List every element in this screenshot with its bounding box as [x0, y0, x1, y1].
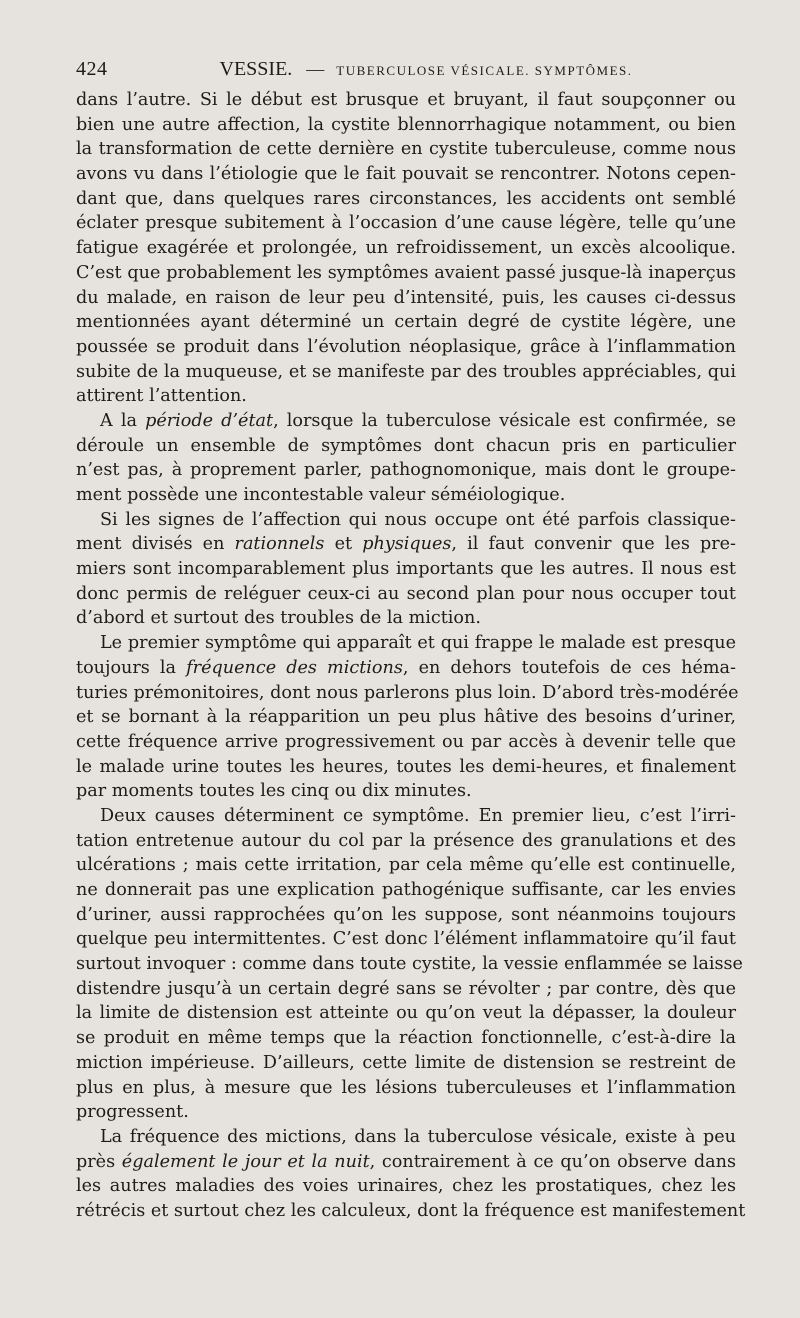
text-line: fatigue exagérée et prolongée, un refroidissement, un excès alcoolique. [76, 238, 736, 259]
italic-text: période d’état [145, 410, 274, 431]
text-line: quelque peu intermittentes. C’est donc l’élément inflammatoire qu’il faut [76, 929, 736, 950]
text-line: plus en plus, à mesure que les lésions tuberculeuses et l’inflammation [76, 1077, 736, 1098]
text-line: par moments toutes les cinq ou dix minutes. [76, 781, 472, 802]
text-line: donc permis de reléguer ceux-ci au second plan pour nous occuper tout [76, 583, 736, 604]
text-line: Le premier symptôme qui apparaît et qui frappe le malade est presque [100, 633, 736, 654]
italic-text: rationnels [234, 534, 325, 555]
text-line: tation entretenue autour du col par la présence des granulations et des [76, 830, 736, 851]
text-line: d’abord et surtout des troubles de la miction. [76, 608, 481, 629]
text-line [76, 656, 736, 681]
text-line: ulcérations ; mais cette irritation, par cela même qu’elle est continuelle, [76, 855, 736, 876]
text-line: n’est pas, à proprement parler, pathognomonique, mais dont le groupe- [76, 460, 736, 481]
text-line: ne donnerait pas une explication pathogénique suffisante, car les envies [76, 880, 736, 900]
page-number: 424 [76, 58, 108, 80]
text-line: la transformation de cette dernière en cystite tuberculeuse, comme nous [76, 139, 736, 160]
italic-text: également le jour et la nuit [121, 1151, 370, 1172]
text-line: subite de la muqueuse, et se manifeste par des troubles appréciables, qui [76, 361, 736, 382]
text-line: éclater presque subitement à l’occasion d’une cause légère, telle qu’une [76, 213, 736, 234]
text-line: mentionnées ayant déterminé un certain degré de cystite légère, une [76, 312, 736, 333]
running-subtitle: TUBERCULOSE VÉSICALE. SYMPTÔMES. [336, 63, 633, 78]
text-segment: , il faut convenir que les pre- [451, 534, 736, 555]
text-line: progressent. [76, 1102, 189, 1123]
text-line: rétrécis et surtout chez les calculeux, dont la fréquence est manifestement [76, 1200, 746, 1221]
text-segment: A la [100, 410, 146, 431]
text-line [76, 532, 736, 557]
text-line [76, 409, 736, 434]
text-segment: , lorsque la tuberculose vésicale est confirmée, se [273, 410, 736, 431]
text-line: du malade, en raison de leur peu d’intensité, puis, les causes ci-dessus [76, 287, 736, 308]
text-line: cette fréquence arrive progressivement ou par accès à devenir telle que [76, 731, 736, 752]
italic-text: fréquence des mictions [186, 657, 403, 678]
text-line [76, 1150, 736, 1175]
text-line: avons vu dans l’étiologie que le fait pouvait se rencontrer. Notons cepen- [76, 164, 736, 185]
text-line: la limite de distension est atteinte ou qu’on veut la dépasser, la douleur [76, 1003, 736, 1024]
text-line: déroule un ensemble de symptômes dont chacun pris en particulier [76, 435, 736, 456]
text-segment: ment divisés en [76, 534, 235, 555]
text-line: le malade urine toutes les heures, toutes les demi-heures, et finalement [76, 756, 736, 777]
text-line: ment possède une incontestable valeur séméiologique. [76, 485, 566, 505]
text-line: se produit en même temps que la réaction fonctionnelle, c’est-à-dire la [76, 1028, 736, 1049]
text-line: Deux causes déterminent ce symptôme. En premier lieu, c’est l’irri- [100, 805, 736, 826]
text-segment: toujours la [76, 657, 187, 678]
text-line: les autres maladies des voies urinaires, chez les prostatiques, chez les [76, 1176, 736, 1197]
text-segment: près [76, 1151, 122, 1172]
text-line: Si les signes de l’affection qui nous occupe ont été parfois classique- [100, 509, 736, 530]
text-segment: , contrairement à ce qu’on observe dans [369, 1151, 737, 1172]
text-line: miers sont incomparablement plus importants que les autres. Il nous est [76, 559, 736, 580]
text-line: turies prémonitoires, dont nous parlerons plus loin. D’abord très-modérée [76, 682, 739, 703]
running-header [76, 58, 736, 82]
text-segment: , en dehors toutefois de ces héma- [402, 657, 736, 678]
text-line: La fréquence des mictions, dans la tuberculose vésicale, existe à peu [100, 1126, 736, 1147]
running-title: VESSIE. [219, 58, 293, 80]
text-line: bien une autre affection, la cystite blennorrhagique notamment, ou bien [76, 114, 736, 135]
body-text [76, 88, 746, 1224]
text-line: miction impérieuse. D’ailleurs, cette limite de distension se restreint de [76, 1052, 736, 1073]
text-line: dans l’autre. Si le début est brusque et bruyant, il faut soupçonner ou [76, 90, 736, 110]
italic-text: physiques [362, 534, 452, 555]
text-line: et se bornant à la réapparition un peu plus hâtive des besoins d’uriner, [76, 707, 736, 728]
text-line: poussée se produit dans l’évolution néoplasique, grâce à l’inflammation [76, 336, 736, 357]
text-line: dant que, dans quelques rares circonstances, les accidents ont semblé [76, 188, 736, 209]
text-line: distendre jusqu’à un certain degré sans se révolter ; par contre, dès que [76, 978, 736, 999]
text-line: attirent l’attention. [76, 386, 247, 407]
text-line: C’est que probablement les symptômes avaient passé jusque-là inaperçus [76, 262, 736, 283]
text-segment: et [324, 534, 363, 555]
text-line: surtout invoquer : comme dans toute cystite, la vessie enflammée se laisse [76, 954, 743, 975]
running-title-separator: — [306, 59, 325, 79]
text-line: d’uriner, aussi rapprochées qu’on les suppose, sont néanmoins toujours [76, 904, 736, 925]
